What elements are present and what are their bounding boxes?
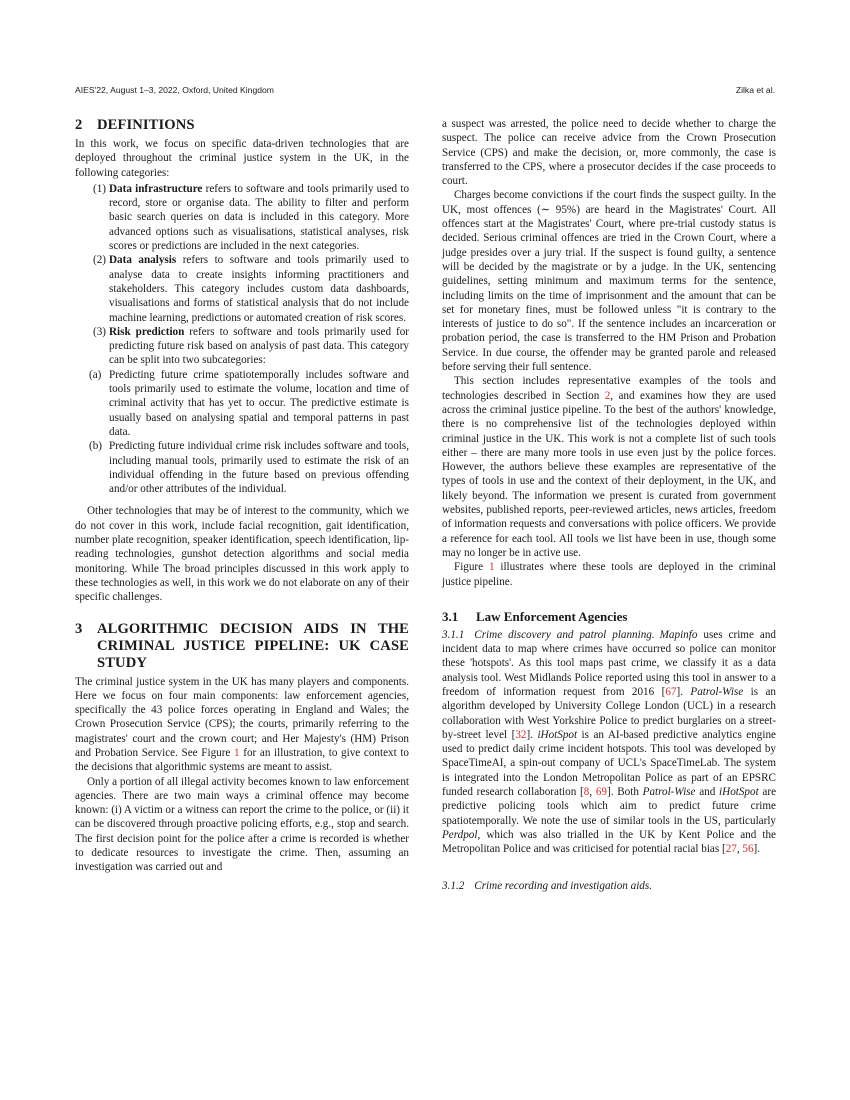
list-item-text — [109, 253, 409, 324]
paragraph — [75, 675, 409, 775]
definitions-intro: In this work, we focus on specific data-driven technologies that are deployed throughout the criminal justice system in the UK, in the following categories: — [75, 138, 409, 179]
tool-name: Patrol-Wise — [642, 786, 696, 799]
section-title: DEFINITIONS — [97, 117, 195, 133]
text: uses crime and incident data to map where crimes have occurred so police can monitor these 'hotspots'. As this tool maps past crime, we classify it as a data analysis tool. West Midlands Police reported using this tool in answer to a freedom of information request from 2016 [ — [442, 628, 776, 698]
text: are predictive policing tools which aim to predict future crime spatiotemporally. We note the use of similar tools in the US, particularly — [442, 786, 777, 827]
right-column — [442, 117, 776, 893]
tool-name: iHotSpot — [719, 786, 759, 799]
list-item — [75, 253, 409, 324]
citation-link[interactable]: 32 — [515, 728, 527, 741]
text: is an AI-based predictive analytics engine used to predict daily crime incident hotspots. This tool was developed by SpaceTimeAI, a spin-out company of UCL's SpaceTimeLab. The system is integrated into the London Metropolitan Police as part of an EPSRC funded research collaboration [ — [442, 728, 776, 799]
list-marker: (3) — [93, 325, 106, 338]
subsection-number: 3.1.2 — [442, 879, 465, 892]
subsection-number: 3.1.1 — [442, 628, 465, 641]
paragraph: Charges become convictions if the court finds the suspect guilty. In the UK, most offences (∼ 95%) are heard in the Magistrates' Court. All offences start at the Magistrates' Court, where pre-trial custody status is decided. Serious criminal offences are tried in the Crown Court, where a judge presides over a jury trial. If the suspect is found guilty, a sentence will be decided by the magistrate or by a judge. In the UK, sentencing guidelines, setting minimum and maximum terms for the sentence, including limits on the time of imprisonment and the amount that can be set for monetary fines, must be followed unless "it is contrary to the interests of justice to do so". If the sentence includes an incarceration or probation period, the case is transferred to the HM Prison and Probation Service. In due course, the offender may be granted parole and released before serving their full sentence. — [442, 189, 776, 374]
text: ]. — [526, 728, 538, 741]
text: ]. — [753, 843, 761, 856]
text: , — [589, 786, 596, 799]
tool-name: Patrol-Wise — [690, 685, 744, 698]
text: The criminal justice system in the UK has many players and components. Here we focus on four main components: law enforcement agencies, specifically the 43 police forces operating in England and Wales; the Crown Prosecution Service (CPS); the courts, primarily referring to the magistrates' court and the crown court; and Her Majesty's (HM) Prison and Probation Service. See Figure — [75, 675, 409, 759]
sub-list-item — [75, 439, 409, 496]
tool-name: iHotSpot — [537, 728, 578, 741]
figure-link[interactable]: 1 — [488, 561, 495, 574]
paragraph-continued: a suspect was arrested, the police need to decide whether to charge the suspect. The police can receive advice from the Crown Prosecution Service (CPS) and make the decision, or, more commonly, the case is transferred to the CPS, where a prosecutor decides if the case proceeds to court. — [442, 118, 776, 188]
left-column — [75, 117, 409, 875]
paragraph — [442, 560, 776, 589]
text: ]. Both — [607, 786, 643, 799]
term: Risk prediction — [109, 325, 185, 338]
sub-list-item — [75, 368, 409, 439]
list-marker: (b) — [89, 440, 102, 453]
text: This section includes representative examples of the tools and technologies described in Section — [442, 375, 776, 402]
tool-name: Mapinfo — [659, 628, 698, 641]
section-2-heading — [75, 117, 409, 134]
text: , and examines how they are used across the criminal justice pipeline. To the best of the authors' knowledge, there is no comprehensive list of the technologies deployed within criminal justice in the UK. This work is not a complete list of such tools either – there are many more tools in use even just by the police forces. However, the authors believe these examples are representative of the types of tools in use and the context of their deployment, in the UK, and likely beyond. The information we present is curated from government websites, published reports, peer-reviewed articles, news articles, freedom of information requests and conversations with police officers. We provide a reference for each tool. All tools we list have been in use, though some may no longer be in active use. — [442, 389, 776, 559]
other-technologies-paragraph: Other technologies that may be of interest to the community, which we do not cover in this work, include facial recognition, gait identification, number plate recognition, speaker identification, speech identification, lip-reading technologies, gunshot detection algorithms and social media monitoring. While The broad principles discussed in this work apply to these technologies as well, in this work we do not elaborate on any of their specific challenges. — [75, 505, 409, 604]
text: , which was also trialled in the UK by Kent Police and the Metropolitan Police and was criticised for potential racial bias [ — [442, 828, 776, 856]
section-3-heading — [75, 621, 409, 672]
sub-item-text: Predicting future individual crime risk includes software and tools, including manual tools, primarily used to estimate the risk of an individual offending in the future based on previous offending and/or other attributes of the individual. — [109, 440, 409, 496]
citation-link[interactable]: 8 — [583, 786, 590, 799]
text: Figure — [454, 561, 489, 574]
text: for an illustration, to give context to the decisions that algorithmic systems are meant to assist. — [75, 746, 409, 774]
sub-item-text: Predicting future crime spatiotemporally includes software and tools primarily used to estimate the volume, location and time of criminal activity that has yet to occur. The predictive estimate is usually based on analysing spatial and temporal patterns in past data. — [109, 368, 409, 438]
text: and — [695, 786, 720, 799]
term: Data analysis — [109, 254, 177, 267]
citation-link[interactable]: 27 — [725, 843, 737, 856]
tool-name: Perdpol — [442, 828, 478, 841]
list-item — [75, 182, 409, 253]
list-item-text — [109, 182, 409, 253]
text: , — [736, 843, 743, 856]
figure-link[interactable]: 1 — [234, 746, 240, 759]
list-item — [75, 325, 409, 368]
section-link[interactable]: 2 — [604, 389, 611, 402]
subsection-title: Crime recording and investigation aids. — [474, 879, 653, 892]
running-header-right: Zilka et al. — [735, 85, 775, 95]
subsection-title: Crime discovery and patrol planning. — [474, 628, 655, 641]
section-number: 2 — [75, 117, 83, 133]
paragraph — [442, 628, 776, 857]
definition: refers to software and tools primarily used for predicting future risk based on analysis of past data. This category can be split into two subcategories: — [109, 325, 409, 367]
list-item-text — [109, 325, 409, 368]
definition: refers to software and tools primarily used to record, store or organise data. The ability to filter and perform basic search queries on data is included in this category. More advanced options such as visualisations, statistical analyses, risk scores or predictions are included in the next categories. — [109, 182, 410, 253]
term: Data infrastructure — [109, 182, 203, 195]
paragraph: Only a portion of all illegal activity becomes known to law enforcement agencies. There are two main ways a criminal offence may become known: (i) A victim or a witness can report the crime to the police, or (ii) it can be discovered through proactive policing efforts, e.g., stop and search. The first decision point for the police after a crime is recorded is whether to dedicate resources to investigate the crime. Then, assuming an investigation was carried out and — [75, 775, 409, 874]
citation-link[interactable]: 67 — [665, 685, 677, 698]
subsection-3-1-2-heading — [442, 879, 776, 893]
text: illustrates where these tools are deployed in the criminal justice pipeline. — [442, 561, 776, 588]
citation-link[interactable]: 69 — [595, 786, 607, 799]
text: is an algorithm developed by University College London (UCL) in a research collaboration with West Yorkshire Police to predict burglaries on a street-by-street level [ — [442, 685, 776, 741]
list-marker: (2) — [93, 254, 106, 267]
section-number: 3.1 — [442, 608, 459, 624]
section-number: 3 — [75, 620, 83, 637]
text: ]. — [676, 685, 691, 698]
paragraph — [442, 374, 776, 560]
list-marker: (1) — [93, 182, 106, 195]
section-3-1-heading — [442, 609, 776, 625]
running-header-left: AIES'22, August 1–3, 2022, Oxford, United Kingdom — [75, 85, 274, 95]
section-title: Law Enforcement Agencies — [476, 608, 628, 624]
definition: refers to software and tools primarily used to analyse data to create insights informing practitioners and stakeholders. This category includes custom data dashboards, visualisations and forms of statistical analysis that do not include machine learning, predictions or automated creation of risk scores. — [109, 254, 410, 324]
citation-link[interactable]: 56 — [742, 843, 754, 856]
section-title: ALGORITHMIC DECISION AIDS IN THE CRIMINAL JUSTICE PIPELINE: UK CASE STUDY — [97, 620, 409, 671]
list-marker: (a) — [89, 368, 102, 381]
category-list — [75, 182, 409, 497]
